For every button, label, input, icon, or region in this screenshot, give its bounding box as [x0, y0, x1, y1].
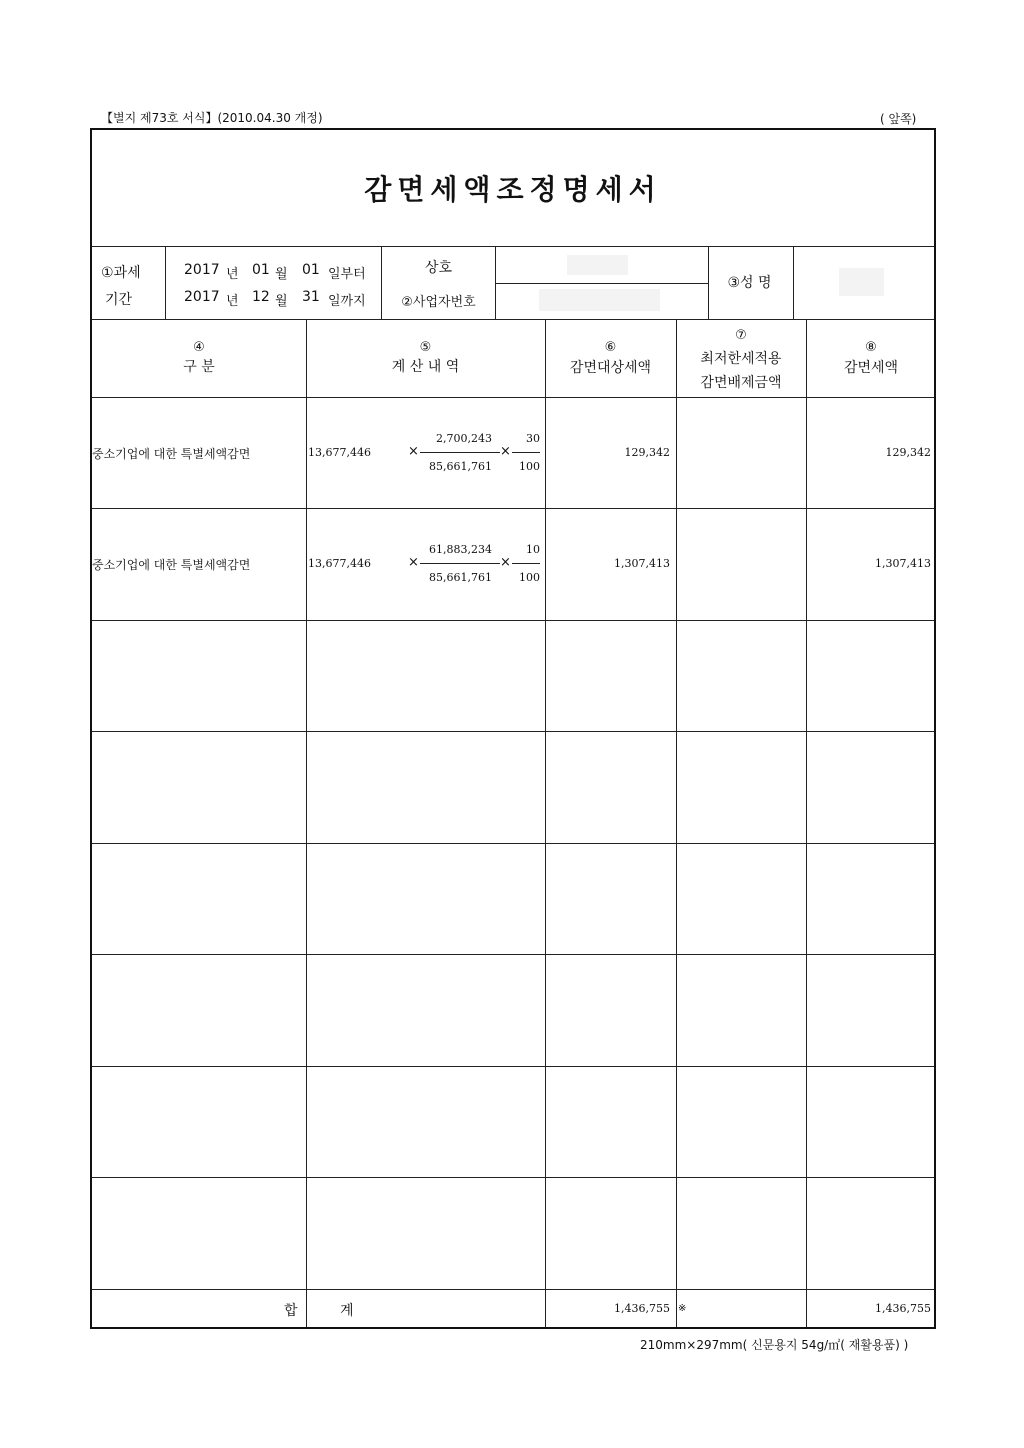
- from-year: 2017: [184, 262, 220, 278]
- vline-col5: [545, 319, 546, 1327]
- row1-reduced-tax: 129,342: [885, 446, 931, 459]
- row1-numerator: 2,700,243: [436, 432, 492, 445]
- total-target-tax: 1,436,755: [614, 1302, 670, 1315]
- row2-numerator: 61,883,234: [429, 543, 492, 556]
- from-month: 01: [252, 262, 270, 278]
- divider-row6: [92, 1066, 934, 1067]
- page-side-label: ( 앞쪽): [880, 112, 917, 126]
- total-label-2: 계: [340, 1303, 354, 1319]
- paper-spec-footer: 210mm×297mm( 신문용지 54g/㎡( 재활용품) ): [640, 1338, 909, 1352]
- divider-company-bizno: [495, 283, 708, 284]
- period-label-2: 기간: [105, 292, 133, 308]
- row1-target-tax: 129,342: [624, 446, 670, 459]
- form-frame: [90, 128, 936, 1329]
- form-number-label: 【별지 제73호 서식】(2010.04.30 개정): [101, 111, 323, 125]
- divider-row4: [92, 843, 934, 844]
- divider-row7: [92, 1177, 934, 1178]
- divider-row3: [92, 731, 934, 732]
- to-year: 2017: [184, 289, 220, 305]
- from-year-unit: 년: [226, 267, 239, 282]
- form-title: 감면세액조정명세서: [364, 173, 662, 206]
- vline-col4: [306, 319, 307, 1327]
- to-year-unit: 년: [226, 294, 239, 309]
- divider-colhead: [92, 397, 934, 398]
- col5-num: ⑤: [419, 340, 432, 355]
- col4-label: 구 분: [183, 359, 215, 375]
- row2-denominator: 85,661,761: [429, 571, 492, 584]
- name-label: ③성 명: [727, 275, 772, 291]
- row2-fraction-bar: [420, 563, 500, 564]
- from-month-unit: 월: [275, 267, 288, 282]
- row2-times-2: ×: [500, 555, 511, 570]
- row2-base: 13,677,446: [308, 557, 371, 570]
- row2-rate-num: 10: [526, 543, 540, 556]
- to-suffix: 일까지: [328, 294, 366, 309]
- row1-fraction-bar: [420, 452, 500, 453]
- col7-label-2: 감면배제금액: [700, 375, 782, 391]
- col6-label: 감면대상세액: [569, 360, 652, 376]
- row1-denominator: 85,661,761: [429, 460, 492, 473]
- row1-base: 13,677,446: [308, 446, 371, 459]
- vline-period: [165, 246, 166, 319]
- from-day: 01: [302, 262, 320, 278]
- bizno-label: ②사업자번호: [401, 295, 476, 310]
- row1-times-2: ×: [500, 444, 511, 459]
- vline-name-label: [793, 246, 794, 319]
- col8-num: ⑧: [865, 340, 877, 355]
- to-month-unit: 월: [275, 294, 288, 309]
- total-excluded-mark: ※: [678, 1303, 687, 1314]
- col8-label: 감면세액: [843, 360, 899, 376]
- row1-rate-den: 100: [519, 460, 540, 473]
- divider-info: [92, 319, 934, 320]
- bizno-value-redacted: [539, 289, 660, 311]
- row1-rate-bar: [512, 452, 540, 453]
- row2-category: 중소기업에 대한 특별세액감면: [92, 558, 251, 572]
- row1-rate-num: 30: [526, 432, 540, 445]
- col4-num: ④: [193, 340, 205, 355]
- from-suffix: 일부터: [328, 267, 366, 282]
- company-value-redacted: [567, 255, 628, 275]
- to-day: 31: [302, 289, 320, 305]
- period-label-1: ①과세: [101, 265, 141, 281]
- col6-num: ⑥: [604, 340, 617, 355]
- company-label: 상호: [424, 260, 453, 276]
- vline-company-label: [495, 246, 496, 319]
- name-value-redacted: [839, 268, 884, 296]
- divider-row1: [92, 508, 934, 509]
- to-month: 12: [252, 289, 270, 305]
- divider-row2: [92, 620, 934, 621]
- col7-num: ⑦: [735, 328, 747, 343]
- row2-reduced-tax: 1,307,413: [875, 557, 931, 570]
- row2-rate-den: 100: [519, 571, 540, 584]
- row2-target-tax: 1,307,413: [614, 557, 670, 570]
- divider-row8: [92, 1289, 934, 1290]
- col5-label: 계 산 내 역: [391, 359, 460, 375]
- divider-title: [92, 246, 934, 247]
- row1-times-1: ×: [408, 444, 419, 459]
- divider-row5: [92, 954, 934, 955]
- col7-label-1: 최저한세적용: [700, 351, 782, 367]
- row1-category: 중소기업에 대한 특별세액감면: [92, 447, 251, 461]
- total-reduced-tax: 1,436,755: [875, 1302, 931, 1315]
- vline-col6: [676, 319, 677, 1327]
- row2-times-1: ×: [408, 555, 419, 570]
- vline-col7: [806, 319, 807, 1327]
- row2-rate-bar: [512, 563, 540, 564]
- total-label-1: 합: [284, 1303, 298, 1319]
